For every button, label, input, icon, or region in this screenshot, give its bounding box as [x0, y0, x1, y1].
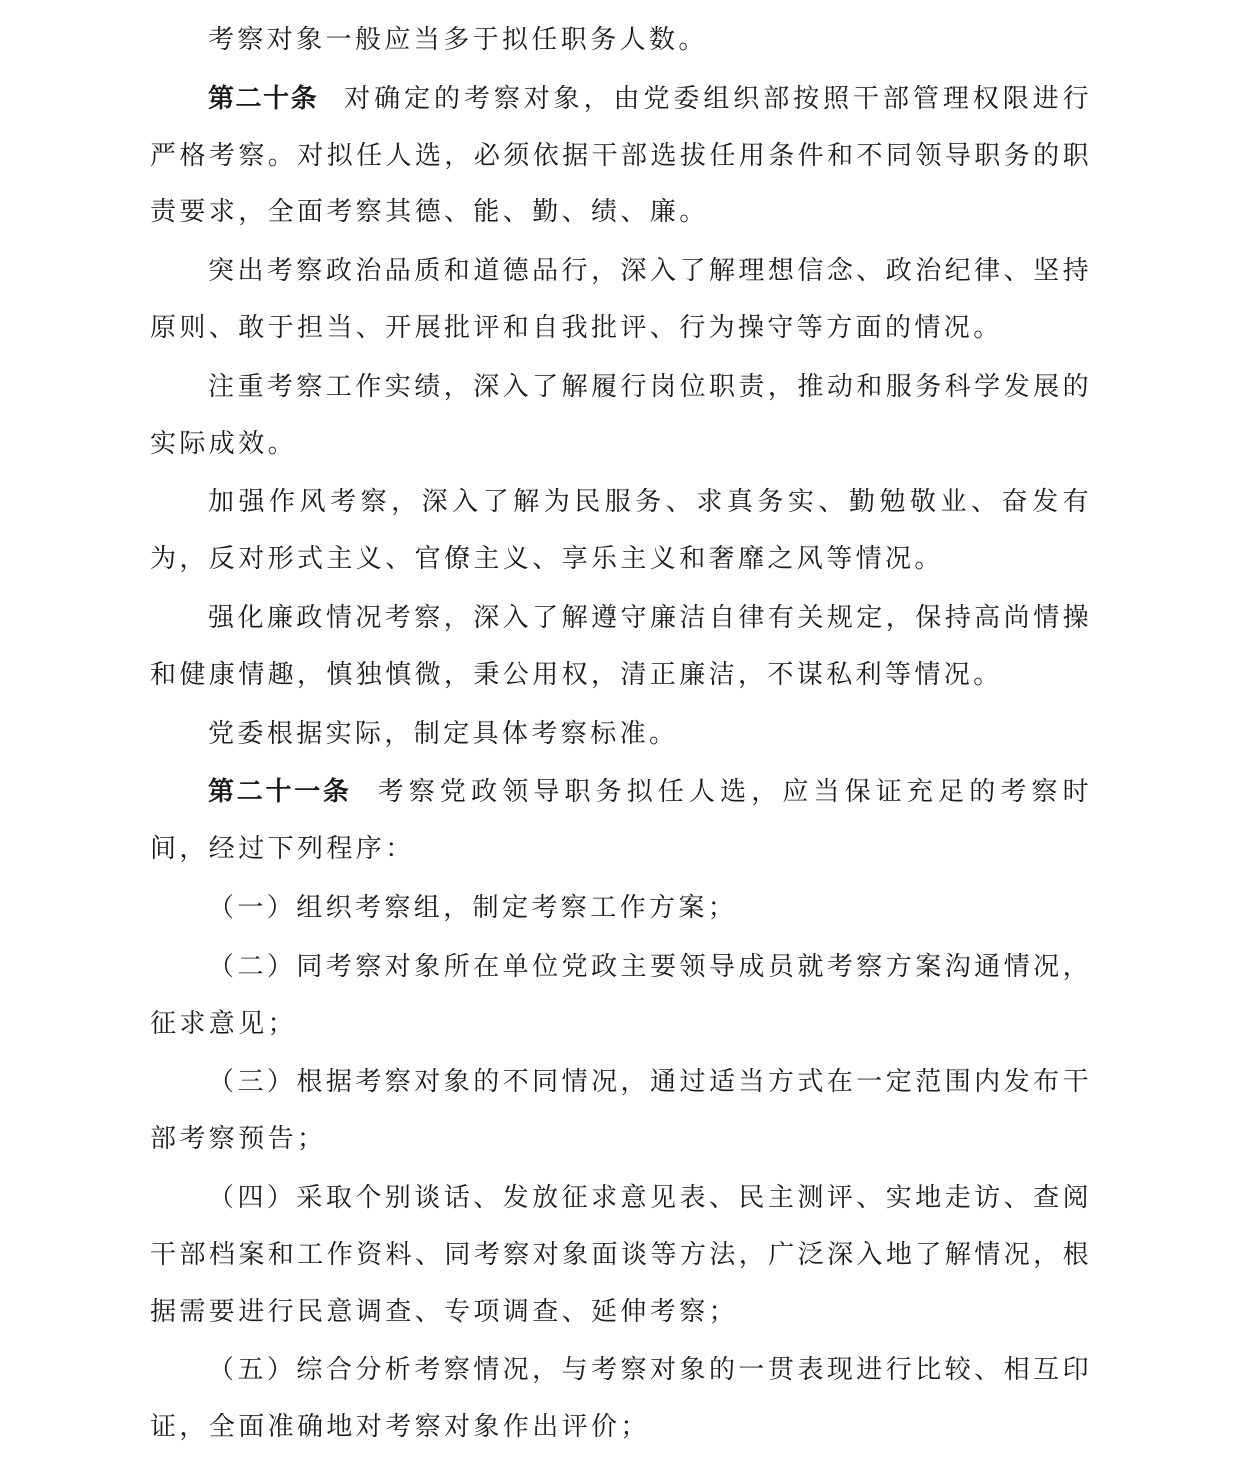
- paragraph-work-performance: [150, 359, 1092, 473]
- paragraph-text: （二）同考察对象所在单位党政主要领导成员就考察方案沟通情况，征求意见；: [150, 951, 1092, 1039]
- paragraph-article-21: [150, 764, 1092, 878]
- paragraph-article-20: [150, 71, 1092, 241]
- paragraph-text: 注重考察工作实绩，深入了解履行岗位职责，推动和服务科学发展的实际成效。: [150, 371, 1092, 459]
- paragraph-text: （四）采取个别谈话、发放征求意见表、民主测评、实地走访、查阅干部档案和工作资料、同考察对象面谈等方法，广泛深入地了解情况，根据需要进行民意调查、专项调查、延伸考察；: [150, 1182, 1092, 1327]
- paragraph-text: （五）综合分析考察情况，与考察对象的一贯表现进行比较、相互印证，全面准确地对考察对象作出评价；: [150, 1355, 1092, 1443]
- document-page: [150, 12, 1092, 1458]
- paragraph-work-style: [150, 474, 1092, 588]
- list-item-1: [150, 880, 1092, 937]
- list-item-4: [150, 1170, 1092, 1340]
- paragraph-text: 考察对象一般应当多于拟任职务人数。: [208, 25, 708, 55]
- paragraph-standards: [150, 706, 1092, 763]
- paragraph-text: 对确定的考察对象，由党委组织部按照干部管理权限进行严格考察。对拟任人选，必须依据干部选拔任用条件和不同领导职务的职责要求，全面考察其德、能、勤、绩、廉。: [150, 83, 1092, 228]
- paragraph-text: 强化廉政情况考察，深入了解遵守廉洁自律有关规定，保持高尚情操和健康情趣，慎独慎微，秉公用权，清正廉洁，不谋私利等情况。: [150, 602, 1092, 690]
- paragraph-text: （三）根据考察对象的不同情况，通过适当方式在一定范围内发布干部考察预告；: [150, 1067, 1092, 1155]
- list-item-2: [150, 939, 1092, 1053]
- paragraph-text: 突出考察政治品质和道德品行，深入了解理想信念、政治纪律、坚持原则、敢于担当、开展批评和自我批评、行为操守等方面的情况。: [150, 256, 1092, 343]
- list-item-3: [150, 1054, 1092, 1168]
- paragraph-text: 党委根据实际，制定具体考察标准。: [208, 718, 679, 749]
- list-item-5: [150, 1342, 1092, 1456]
- paragraph-text: （一）组织考察组，制定考察工作方案；: [208, 892, 738, 923]
- paragraph-political-quality: [150, 243, 1092, 357]
- article-number: 第二十一条: [208, 777, 352, 808]
- article-number: 第二十条: [208, 83, 319, 114]
- paragraph-text: 考察党政领导职务拟任人选，应当保证充足的考察时间，经过下列程序：: [150, 777, 1092, 865]
- paragraph-quota: [150, 12, 1092, 69]
- paragraph-integrity: [150, 590, 1092, 704]
- paragraph-text: 加强作风考察，深入了解为民服务、求真务实、勤勉敬业、奋发有为，反对形式主义、官僚主义、享乐主义和奢靡之风等情况。: [150, 487, 1092, 575]
